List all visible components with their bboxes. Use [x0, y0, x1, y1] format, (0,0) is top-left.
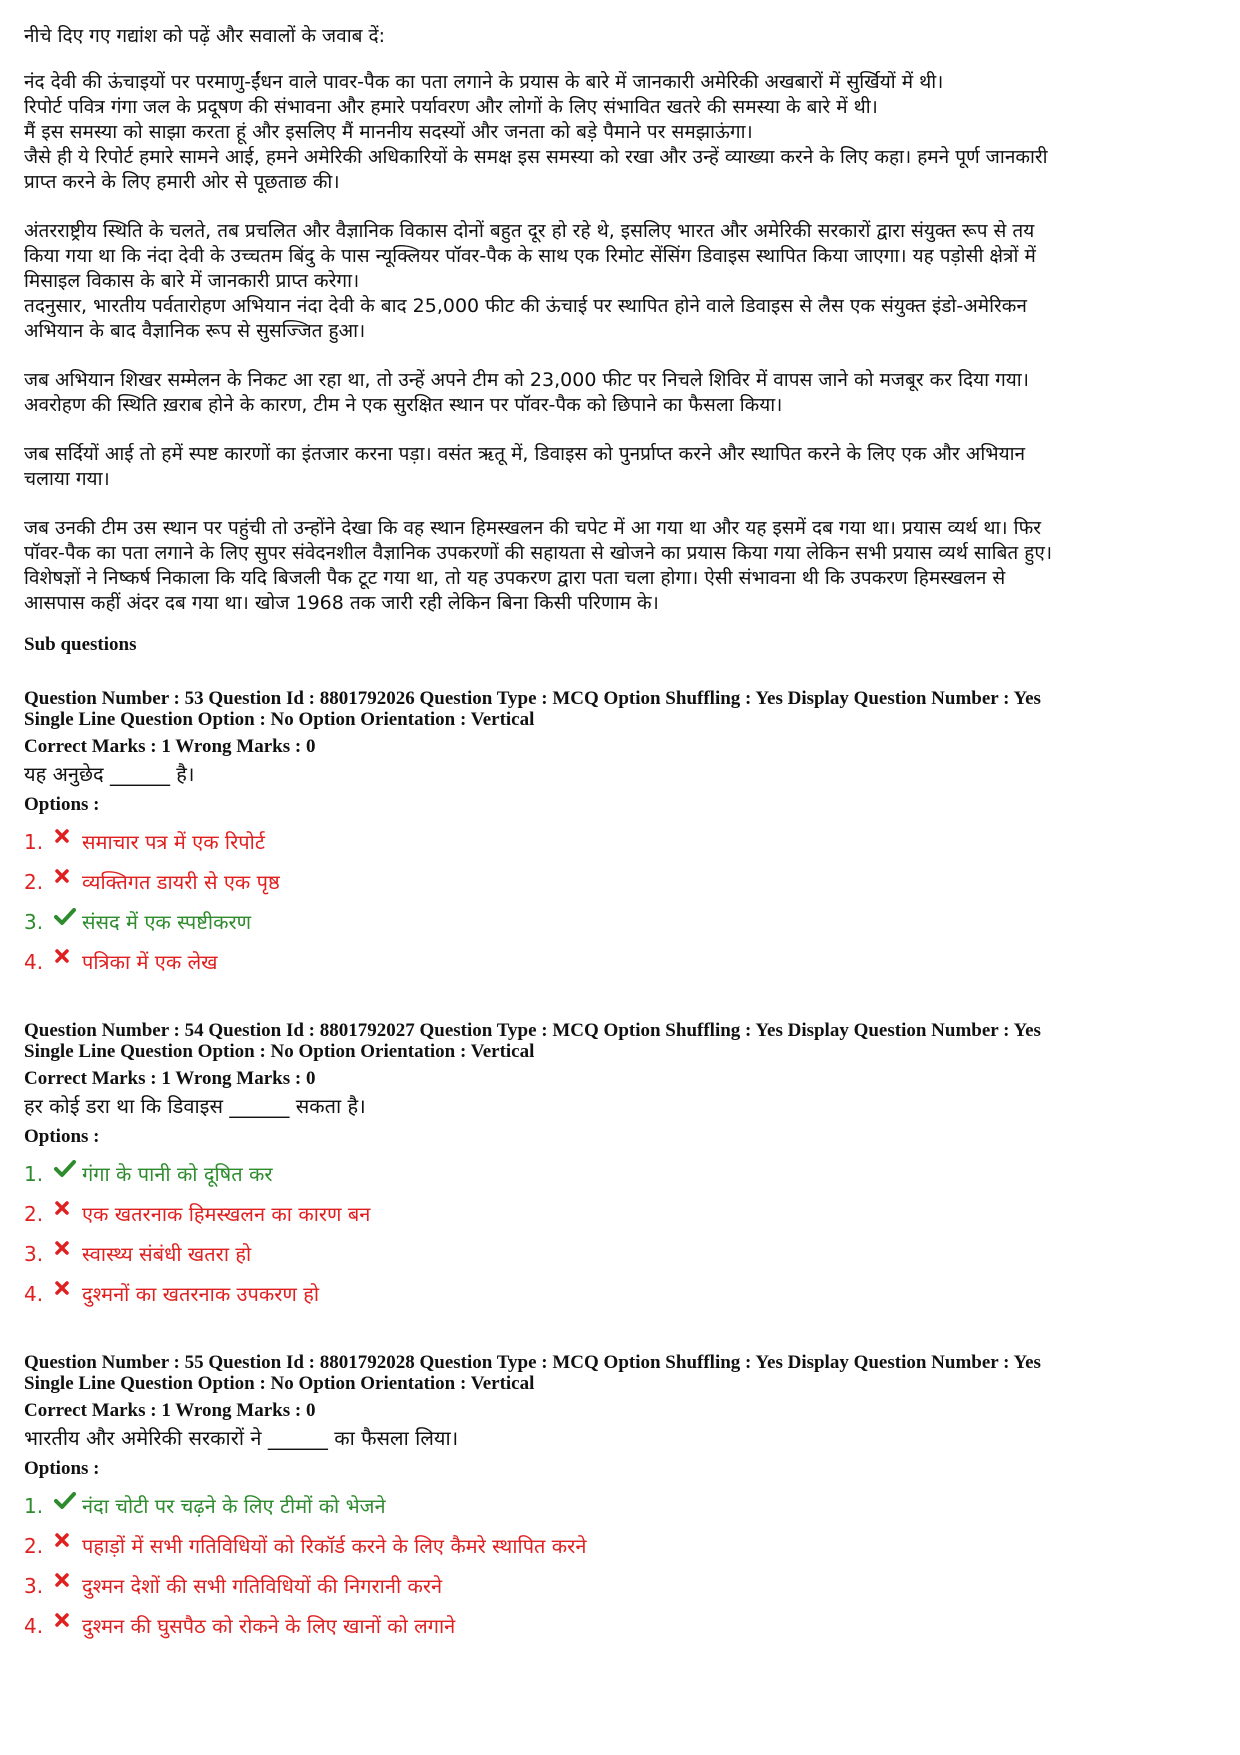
option-number: 3. — [24, 910, 44, 934]
option-number: 3. — [24, 1574, 44, 1598]
passage-line: विशेषज्ञों ने निष्कर्ष निकाला कि यदि बिजली पैक टूट गया था, तो यह उपकरण द्वारा पता चला होगा। ऐसी संभावना थी कि उपकरण हिमस्खलन से — [24, 567, 1006, 589]
option-wrong — [24, 1194, 1224, 1234]
document-page — [24, 22, 1224, 1684]
option-correct — [24, 1154, 1224, 1194]
question-meta: Question Number : 54 Question Id : 8801792027 Question Type : MCQ Option Shuffling : Yes Display Question Number : Yes — [24, 1020, 1041, 1041]
cross-icon — [54, 1240, 82, 1268]
option-wrong — [24, 1606, 1224, 1646]
option-wrong — [24, 1526, 1224, 1566]
option-wrong — [24, 862, 1224, 902]
passage-paragraph — [24, 516, 1224, 616]
passage-line: पॉवर-पैक का पता लगाने के लिए सुपर संवेदनशील वैज्ञानिक उपकरणों की सहायता से खोजने का प्रयास किया गया लेकिन सभी प्रयास व्यर्थ साबित हुए। — [24, 542, 1053, 564]
passage-line: नंद देवी की ऊंचाइयों पर परमाणु-ईंधन वाले पावर-पैक का पता लगाने के प्रयास के बारे में जानकारी अमेरिकी अखबारों में सुर्खियों में थी। — [24, 71, 944, 93]
options-label: Options : — [24, 1458, 100, 1479]
sub-questions-heading: Sub questions — [24, 634, 137, 655]
cross-icon — [54, 1572, 82, 1600]
question-meta-options: Single Line Question Option : No Option Orientation : Vertical — [24, 1373, 535, 1394]
option-text: गंगा के पानी को दूषित कर — [82, 1162, 273, 1186]
option-text: संसद में एक स्पष्टीकरण — [82, 910, 252, 934]
option-wrong — [24, 1566, 1224, 1606]
cross-icon — [54, 948, 82, 976]
passage-line: प्राप्त करने के लिए हमारी ओर से पूछताछ की। — [24, 171, 340, 193]
question-text: यह अनुछेद ______ है। — [24, 762, 195, 786]
passage-paragraph — [24, 368, 1224, 418]
option-number: 2. — [24, 1202, 44, 1226]
question-marks: Correct Marks : 1 Wrong Marks : 0 — [24, 736, 316, 757]
option-text: दुश्मन की घुसपैठ को रोकने के लिए खानों को लगाने — [82, 1614, 456, 1638]
question-block — [24, 1020, 1224, 1314]
option-correct — [24, 1486, 1224, 1526]
passage-line: जैसे ही ये रिपोर्ट हमारे सामने आई, हमने अमेरिकी अधिकारियों के समक्ष इस समस्या को रखा और उन्हें व्याख्या करने के लिए कहा। हमने पूर्ण जानकारी — [24, 146, 1048, 168]
option-wrong — [24, 942, 1224, 982]
passage-line: तदनुसार, भारतीय पर्वतारोहण अभियान नंदा देवी के बाद 25,000 फीट की ऊंचाई पर स्थापित होने वाले डिवाइस से लैस एक संयुक्त इंडो-अमेरिकन — [24, 295, 1027, 317]
option-wrong — [24, 822, 1224, 862]
cross-icon — [54, 1532, 82, 1560]
passage-line: जब उनकी टीम उस स्थान पर पहुंची तो उन्होंने देखा कि वह स्थान हिमस्खलन की चपेट में आ गया था और यह इसमें दब गया था। प्रयास व्यर्थ था। फिर — [24, 517, 1041, 539]
question-meta: Question Number : 55 Question Id : 8801792028 Question Type : MCQ Option Shuffling : Yes Display Question Number : Yes — [24, 1352, 1041, 1373]
option-text: दुश्मन देशों की सभी गतिविधियों की निगरानी करने — [82, 1574, 443, 1598]
cross-icon — [54, 1612, 82, 1640]
options-label: Options : — [24, 794, 100, 815]
option-text: एक खतरनाक हिमस्खलन का कारण बन — [82, 1202, 371, 1226]
option-text: पहाड़ों में सभी गतिविधियों को रिकॉर्ड करने के लिए कैमरे स्थापित करने — [82, 1534, 587, 1558]
option-number: 2. — [24, 870, 44, 894]
passage-line: जब सर्दियों आई तो हमें स्पष्ट कारणों का इंतजार करना पड़ा। वसंत ऋतू में, डिवाइस को पुनर्प्राप्त करने और स्थापित करने के लिए एक और अभियान — [24, 443, 1026, 465]
passage-line: अंतरराष्ट्रीय स्थिति के चलते, तब प्रचलित और वैज्ञानिक विकास दोनों बहुत दूर हो रहे थे, इसलिए भारत और अमेरिकी सरकारों द्वारा संयुक्त रूप से तय — [24, 220, 1035, 242]
option-text: व्यक्तिगत डायरी से एक पृष्ठ — [82, 870, 280, 894]
option-number: 4. — [24, 950, 44, 974]
options-label: Options : — [24, 1126, 100, 1147]
question-meta-options: Single Line Question Option : No Option Orientation : Vertical — [24, 1041, 535, 1062]
cross-icon — [54, 868, 82, 896]
passage-line: आसपास कहीं अंदर दब गया था। खोज 1968 तक जारी रही लेकिन बिना किसी परिणाम के। — [24, 592, 659, 614]
question-meta: Question Number : 53 Question Id : 8801792026 Question Type : MCQ Option Shuffling : Yes Display Question Number : Yes — [24, 688, 1041, 709]
question-marks: Correct Marks : 1 Wrong Marks : 0 — [24, 1400, 316, 1421]
passage-line: अवरोहण की स्थिति ख़राब होने के कारण, टीम ने एक सुरक्षित स्थान पर पॉवर-पैक को छिपाने का फैसला किया। — [24, 394, 783, 416]
check-icon — [54, 1160, 82, 1188]
passage-line: मिसाइल विकास के बारे में जानकारी प्राप्त करेगा। — [24, 270, 360, 292]
passage — [24, 70, 1224, 616]
option-number: 1. — [24, 830, 44, 854]
option-number: 4. — [24, 1282, 44, 1306]
passage-line: किया गया था कि नंदा देवी के उच्चतम बिंदु के पास न्यूक्लियर पॉवर-पैक के साथ एक रिमोट सेंसिंग डिवाइस स्थापित किया जाएगा। यह पड़ोसी क्षेत्रों में — [24, 245, 1036, 267]
option-text: नंदा चोटी पर चढ़ने के लिए टीमों को भेजने — [82, 1494, 386, 1518]
option-number: 2. — [24, 1534, 44, 1558]
option-text: दुश्मनों का खतरनाक उपकरण हो — [82, 1282, 320, 1306]
check-icon — [54, 908, 82, 936]
passage-line: चलाया गया। — [24, 468, 110, 490]
option-text: स्वास्थ्य संबंधी खतरा हो — [82, 1242, 252, 1266]
question-list — [24, 688, 1224, 1646]
option-number: 4. — [24, 1614, 44, 1638]
question-block — [24, 1352, 1224, 1646]
option-wrong — [24, 1234, 1224, 1274]
passage-instruction: नीचे दिए गए गद्यांश को पढ़ें और सवालों के जवाब दें: — [24, 25, 386, 47]
question-marks: Correct Marks : 1 Wrong Marks : 0 — [24, 1068, 316, 1089]
cross-icon — [54, 1200, 82, 1228]
check-icon — [54, 1492, 82, 1520]
passage-line: जब अभियान शिखर सम्मेलन के निकट आ रहा था, तो उन्हें अपने टीम को 23,000 फीट पर निचले शिविर में वापस जाने को मजबूर कर दिया गया। — [24, 369, 1029, 391]
option-text: समाचार पत्र में एक रिपोर्ट — [82, 830, 265, 854]
passage-line: रिपोर्ट पवित्र गंगा जल के प्रदूषण की संभावना और हमारे पर्यावरण और लोगों के लिए संभावित खतरे की समस्या के बारे में थी। — [24, 96, 878, 118]
option-wrong — [24, 1274, 1224, 1314]
passage-line: मैं इस समस्या को साझा करता हूं और इसलिए मैं माननीय सदस्यों और जनता को बड़े पैमाने पर समझाऊंगा। — [24, 121, 753, 143]
passage-paragraph — [24, 219, 1224, 344]
question-text: हर कोई डरा था कि डिवाइस ______ सकता है। — [24, 1094, 366, 1118]
option-text: पत्रिका में एक लेख — [82, 950, 218, 974]
cross-icon — [54, 1280, 82, 1308]
passage-paragraph — [24, 442, 1224, 492]
question-meta-options: Single Line Question Option : No Option Orientation : Vertical — [24, 709, 535, 730]
option-number: 1. — [24, 1494, 44, 1518]
question-block — [24, 688, 1224, 982]
cross-icon — [54, 828, 82, 856]
question-text: भारतीय और अमेरिकी सरकारों ने ______ का फैसला लिया। — [24, 1426, 459, 1450]
option-number: 1. — [24, 1162, 44, 1186]
passage-line: अभियान के बाद वैज्ञानिक रूप से सुसज्जित हुआ। — [24, 320, 366, 342]
option-number: 3. — [24, 1242, 44, 1266]
passage-paragraph — [24, 70, 1224, 195]
option-correct — [24, 902, 1224, 942]
